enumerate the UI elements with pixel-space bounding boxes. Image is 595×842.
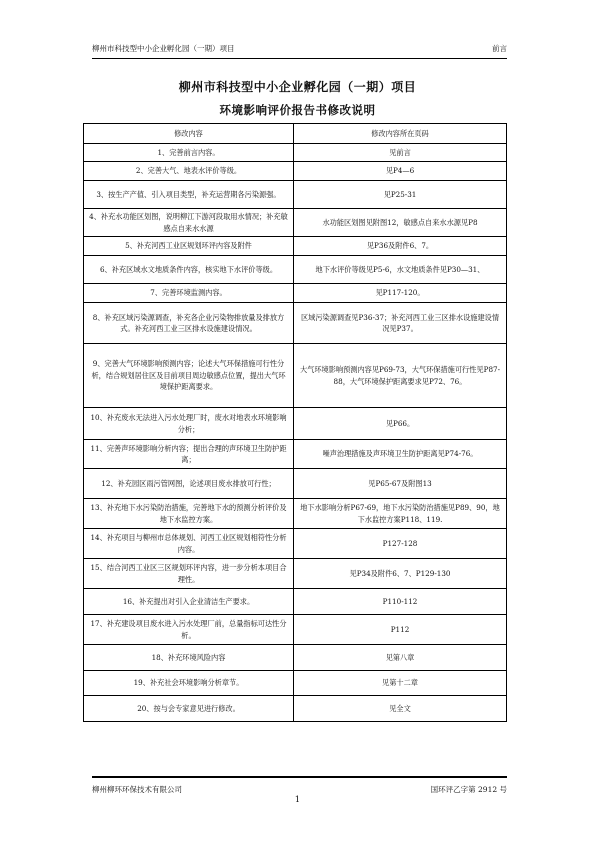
table-row — [84, 303, 507, 344]
page-footer — [92, 776, 507, 796]
table-header-row — [84, 124, 507, 144]
revision-page: P112 — [294, 615, 507, 645]
revision-page: 见第十二章 — [294, 671, 507, 696]
revision-content: 5、补充河西工业区规划环评内容及附件 — [84, 237, 294, 256]
revision-content: 20、按与会专家意见进行修改。 — [84, 696, 294, 722]
revision-content: 10、补充废水无法进入污水处理厂时，废水对地表水环境影响分析； — [84, 408, 294, 440]
table-row — [84, 469, 507, 499]
revision-page: 见P66。 — [294, 408, 507, 440]
table-row — [84, 645, 507, 671]
table-row — [84, 162, 507, 181]
revision-page: P127-128 — [294, 529, 507, 559]
revision-page: 大气环境影响预测内容见P69-73，大气环保措施可行性见P87-88，大气环境保护距离要求见P72、76。 — [294, 344, 507, 408]
revision-page: 见第八章 — [294, 645, 507, 671]
page-number: 1 — [294, 795, 301, 805]
table-row — [84, 559, 507, 589]
footer-license: 国环评乙字第 2912 号 — [430, 785, 507, 794]
revision-content: 6、补充区域水文地质条件内容，核实地下水评价等级。 — [84, 256, 294, 284]
revision-content: 3、按生产产值、引入项目类型，补充运营期各污染源强。 — [84, 181, 294, 209]
table-row — [84, 589, 507, 615]
table-row — [84, 144, 507, 162]
revision-content: 15、结合河西工业区三区规划环评内容，进一步分析本项目合理性。 — [84, 559, 294, 589]
table-row — [84, 671, 507, 696]
revision-page: 见P36及附件6、7。 — [294, 237, 507, 256]
revision-page: 水功能区划图见附图12，敏感点自来水水源见P8 — [294, 209, 507, 237]
revision-page: 地下水影响分析P67-69，地下水污染防治措施见P89、90，地下水监控方案P118、119. — [294, 499, 507, 529]
revision-page: 地下水评价等级见P5-6，水文地质条件见P30—31、 — [294, 256, 507, 284]
revision-page: 见前言 — [294, 144, 507, 162]
revision-content: 4、补充水功能区划图，说明柳江下游河段取用水情况；补充敏感点自来水水源 — [84, 209, 294, 237]
revision-content: 2、完善大气、地表水评价等级。 — [84, 162, 294, 181]
revision-content: 12、补充园区雨污管网图，论述项目废水排放可行性； — [84, 469, 294, 499]
table-row — [84, 284, 507, 303]
revision-page: 见P65-67及附图13 — [294, 469, 507, 499]
page-header — [92, 38, 507, 59]
revision-page: 见P4—6 — [294, 162, 507, 181]
revision-page: 见P34及附件6、7、P129-130 — [294, 559, 507, 589]
revision-page: 噪声治理措施及声环境卫生防护距离见P74-76。 — [294, 440, 507, 469]
revision-page: 见P25-31 — [294, 181, 507, 209]
revision-content: 11、完善声环境影响分析内容；提出合理的声环境卫生防护距离； — [84, 440, 294, 469]
revision-content: 17、补充建设项目废水进入污水处理厂前，总量指标可达性分析。 — [84, 615, 294, 645]
column-header-content: 修改内容 — [84, 124, 294, 144]
document-subtitle: 环境影响评价报告书修改说明 — [219, 103, 376, 117]
revision-page: 见P117-120。 — [294, 284, 507, 303]
table-row — [84, 499, 507, 529]
revision-page: P110-112 — [294, 589, 507, 615]
revision-content: 14、补充项目与柳州市总体规划、河西工业区规划相符性分析内容。 — [84, 529, 294, 559]
table-row — [84, 209, 507, 237]
header-section: 前言 — [492, 44, 507, 53]
document-title: 柳州市科技型中小企业孵化园（一期）项目 — [178, 80, 417, 94]
revision-content: 18、补充环境风险内容 — [84, 645, 294, 671]
footer-company: 柳州柳环环保技术有限公司 — [92, 785, 182, 794]
table-row — [84, 529, 507, 559]
revision-content: 7、完善环境监测内容。 — [84, 284, 294, 303]
table-row — [84, 344, 507, 408]
revision-page: 见全文 — [294, 696, 507, 722]
revision-content: 8、补充区域污染源调查，补充各企业污染物排放量及排放方式。补充河西工业三区排水设施建设情况。 — [84, 303, 294, 344]
header-project-name: 柳州市科技型中小企业孵化园（一期）项目 — [92, 44, 235, 53]
table-row — [84, 440, 507, 469]
revision-content: 16、补充提出对引入企业清洁生产要求。 — [84, 589, 294, 615]
table-row — [84, 181, 507, 209]
revision-table — [83, 123, 507, 722]
column-header-page: 修改内容所在页码 — [294, 124, 507, 144]
table-row — [84, 615, 507, 645]
revision-content: 9、完善大气环境影响预测内容；论述大气环保措施可行性分析，结合规划居住区及目前项目周边敏感点位置，提出大气环境保护距离要求。 — [84, 344, 294, 408]
revision-content: 13、补充地下水污染防治措施，完善地下水的预测分析评价及地下水监控方案。 — [84, 499, 294, 529]
revision-content: 1、完善前言内容。 — [84, 144, 294, 162]
table-row — [84, 237, 507, 256]
table-row — [84, 696, 507, 722]
revision-page: 区域污染源调查见P36-37；补充河西工业三区排水设施建设情况见P37。 — [294, 303, 507, 344]
table-row — [84, 256, 507, 284]
table-row — [84, 408, 507, 440]
revision-content: 19、补充社会环境影响分析章节。 — [84, 671, 294, 696]
